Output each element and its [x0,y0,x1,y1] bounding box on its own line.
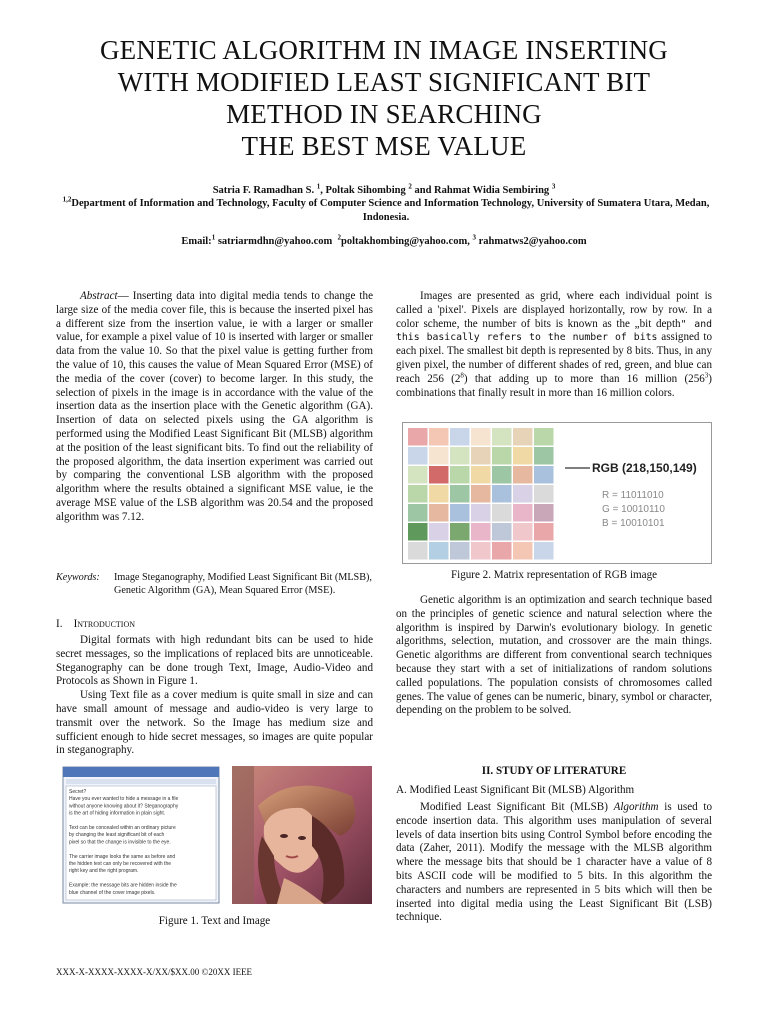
rgb-pixel-cell [429,523,449,541]
dialog-text-line: pixel so that the change is invisible to the eye. [69,839,171,846]
figure-1-graphic [62,766,372,904]
rgb-pixel-cell [534,523,554,541]
rgb-pixel-cell [450,447,470,465]
green-bits-label: G = 10010110 [602,504,665,515]
email-line [40,233,728,247]
rgb-pixel-cell [408,485,428,503]
rgb-pixel-cell [450,504,470,522]
rgb-pixel-cell [408,466,428,484]
rgb-pixel-cell [492,542,512,560]
pixel-text-b: assigned to each pixel. The smallest bit depth is represented by 8 bits. Thus, in any given pixel, the number of different shades of red, green, and blue can reach 256 (2 [396,331,712,385]
email-label: Email: [181,236,212,247]
author-1: Satria F. Ramadhan S. [212,185,315,196]
rgb-pixel-cell [429,504,449,522]
title-line-4: THE BEST MSE VALUE [241,131,527,161]
portrait-image [232,766,372,904]
rgb-pixel-cell [471,428,491,446]
keywords [56,572,373,597]
abstract-text: Inserting data into digital media tends to change the large size of the media cover file, this is because the inserted pixel has a different size from the insertion value, ie with a larger or smaller value, for example a pixel value of 10 is inserted with larger or smaller data from the value 10. So that the pixel value is getting further from the value of 10, this causes the value of Mean Squared Error (MSE) of the media of the cover (cover) to become larger. In this study, the selection of pixels in the image is in accordance with the value of the insertion data as the insertion place with the Genetic algorithm (GA). Insertion of data on selected pixels using the GA algorithm is performed using the Modified Least Significant Bit (MLSB) algorithm at the position of the least significant bits. To find out the reliability of the proposed algorithm, the data insertion experiment was carried out by comparing the conventional LSB algorithm with the proposed algorithm where the results obtained a significant MSE value, ie the average MSE value of the LSB algorithm was 20.54 and the proposed algorithm was 7.12. [56,290,373,523]
ga-text: Genetic algorithm is an optimization and search technique based on the principles of genetic science and natural selection where the algorithm is inspired by Darwin's evolutionary biology. In genetic algorithms, selection, mutation, and crossover are the main things. Genetic algorithms are different from conventional search techniques because they start with a set of initializations of random solutions called populations. The population consists of chromosomes called genes. The value of genes can be numeric, binary, symbol or character, depending on the problem to be solved. [396,594,712,717]
abstract [56,290,373,525]
rgb-pixel-cell [408,542,428,560]
author-and: and [414,185,432,196]
rgb-pixel-cell [513,542,533,560]
dialog-text-line: blue channel of the cover image pixels. [69,889,156,896]
rgb-pixel-cell [492,504,512,522]
mlsb-paragraph [396,801,712,925]
rgb-pixel-cell [513,523,533,541]
figure-2 [402,422,712,564]
abstract-dash: — [117,290,133,302]
author-2-sup: 2 [408,182,412,191]
pixel-sup-8: 8 [460,371,464,380]
intro-paragraph-2: Using Text file as a cover medium is quite small in size and can have small amount of message and audio-video is very large to transmit over the network. So the Image has medium size and sufficient enough to hide secret messages, so images are quite popular in steganography. [56,689,373,757]
dialog-text-line: Secret? [69,789,87,795]
dialog-text-line: Text can be concealed within an ordinary picture [69,825,176,831]
mlsb-text-b: is used to encode insertion data. This algorithm uses manipulation of several levels of data insertion bits using Control Symbol before encoding the data (Zaher, 2011). Modify the message with the MLSB algorithm where the message bits that should be 1 character have a value of 8 bits ASCII code will be modified to 5 bits. In this algorithm the characters and numbers are represented in 5 bits which will then be inserted into digital media using the Least Significant Bit (LSB) technique. [396,801,712,924]
rgb-pixel-cell [408,504,428,522]
author-1-sup: 1 [316,182,321,191]
intro-paragraph-1: Digital formats with high redundant bits can be used to hide secret messages, so the implications of replaced bits are unnoticeable. Steganography can be done trough Text, Image, Audio-Video and Protocols as Shown in Figure 1. [56,634,373,688]
author-2: Poltak Sihombing [325,185,406,196]
pixel-text-d: ) combinations that finally result in more than 16 million colors. [396,372,712,399]
rgb-pixel-cell [534,447,554,465]
rgb-value-label: RGB (218,150,149) [592,461,697,475]
rgb-pixel-cell [513,485,533,503]
rgb-pixel-cell [513,466,533,484]
blue-bits-label: B = 10010101 [602,518,665,529]
affiliation-text: Department of Information and Technology, Faculty of Computer Science and Information Technology, University of Sumatera Utara, Medan, Indonesia. [71,198,710,223]
title-line-3: METHOD IN SEARCHING [226,99,542,129]
rgb-pixel-cell [471,466,491,484]
copyright-footer: XXX-X-XXXX-XXXX-X/XX/$XX.00 ©20XX IEEE [56,967,253,977]
introduction-body [56,634,373,758]
abstract-label: Abstract [80,290,118,302]
rgb-pixel-grid [408,428,554,560]
rgb-pixel-cell [492,428,512,446]
section-1-title: Introduction [73,618,136,630]
dialog-text-line: right key and the right program. [69,868,139,875]
section-2-heading: II. STUDY OF LITERATURE [481,765,627,777]
rgb-pixel-cell [471,504,491,522]
dialog-text-line: is the art of hiding information in plain sight. [69,810,166,817]
paper-title [40,34,728,162]
pixel-paragraph [396,290,712,400]
rgb-pixel-cell [534,428,554,446]
pixel-text-mono: " and this basically refers to the number of bits [396,318,712,344]
rgb-pixel-cell [492,466,512,484]
rgb-pixel-cell [429,466,449,484]
affiliation [58,197,714,225]
section-1-heading [56,618,135,630]
dialog-text-line: by changing the least significant bit of each [69,832,165,839]
rgb-pixel-cell [534,504,554,522]
figure-2-graphic [402,422,712,564]
rgb-pixel-cell [408,428,428,446]
rgb-pixel-cell [534,542,554,560]
author-list: Satria F. Ramadhan S. $^1$, Poltak Sihombing $^2$ and Rahmat Widia Sembiring $^3$ [212,182,556,196]
keywords-label: Keywords: [56,572,100,583]
text-editor-screenshot [63,767,219,903]
genetic-algorithm-paragraph [396,594,712,718]
rgb-pixel-cell [408,447,428,465]
rgb-pixel-cell [492,523,512,541]
figure-1-caption: Figure 1. Text and Image [158,915,271,927]
rgb-pixel-cell [450,523,470,541]
rgb-pixel-cell [429,485,449,503]
rgb-pixel-cell [429,447,449,465]
rgb-pixel-cell [513,504,533,522]
figure-1 [62,766,372,904]
email-2[interactable]: poltakhombing@yahoo.com, [341,236,470,247]
rgb-pixel-cell [471,523,491,541]
dialog-text-line: Example: the message bits are hidden inside the [69,882,177,889]
author-3-sup: 3 [551,182,556,191]
email-1-sup: 1 [211,233,216,242]
section-1-number: I. [56,618,63,630]
rgb-pixel-cell [471,485,491,503]
affiliation-sup: 1,2 [62,195,72,204]
rgb-pixel-cell [513,428,533,446]
mlsb-text-a: Modified Least Significant Bit (MLSB) [420,801,614,813]
pixel-sup-3: 3 [704,371,709,380]
rgb-pixel-cell [450,466,470,484]
rgb-pixel-cell [534,466,554,484]
author-3: Rahmat Widia Sembiring [434,185,550,196]
mlsb-text-italic: Algorithm [613,801,659,813]
subsection-a-heading: A. Modified Least Significant Bit (MLSB) Algorithm [396,784,635,796]
rgb-pixel-cell [408,523,428,541]
rgb-pixel-cell [492,447,512,465]
dialog-text-line: The carrier image looks the same as before and [69,853,176,860]
email-1[interactable]: satriarmdhn@yahoo.com [217,236,333,247]
rgb-pixel-cell [492,485,512,503]
email-3[interactable]: rahmatws2@yahoo.com [478,236,587,247]
rgb-pixel-cell [513,447,533,465]
title-line-2: WITH MODIFIED LEAST SIGNIFICANT BIT [117,67,651,97]
dialog-text-line: the hidden text can only be recovered with the [69,861,172,867]
rgb-pixel-cell [471,447,491,465]
title-line-1: GENETIC ALGORITHM IN IMAGE INSERTING [99,35,669,65]
rgb-pixel-cell [450,485,470,503]
email-3-sup: 3 [472,233,476,242]
rgb-pixel-cell [534,485,554,503]
red-bits-label: R = 11011010 [602,490,664,501]
rgb-pixel-cell [450,428,470,446]
pixel-text-c: ) that adding up to more than 16 million (256 [463,372,705,385]
figure-2-caption: Figure 2. Matrix representation of RGB image [450,569,658,581]
dialog-text-line: Have you ever wanted to hide a message in a file [69,796,179,803]
rgb-pixel-cell [450,542,470,560]
keywords-text: Image Steganography, Modified Least Significant Bit (MLSB), Genetic Algorithm (GA), Mean Squared Error (MSE). [114,572,372,596]
email-2-sup: 2 [337,233,342,242]
rgb-pixel-cell [429,428,449,446]
rgb-pixel-cell [471,542,491,560]
dialog-text-line: without anyone knowing about it? Steganography [69,803,179,810]
rgb-pixel-cell [429,542,449,560]
pixel-text-a: Images are presented as grid, where each individual point is called a 'pixel'. Pixels are displayed horizontally, row by row. In a color scheme, the number of bits is known as the „bit depth [396,290,712,330]
